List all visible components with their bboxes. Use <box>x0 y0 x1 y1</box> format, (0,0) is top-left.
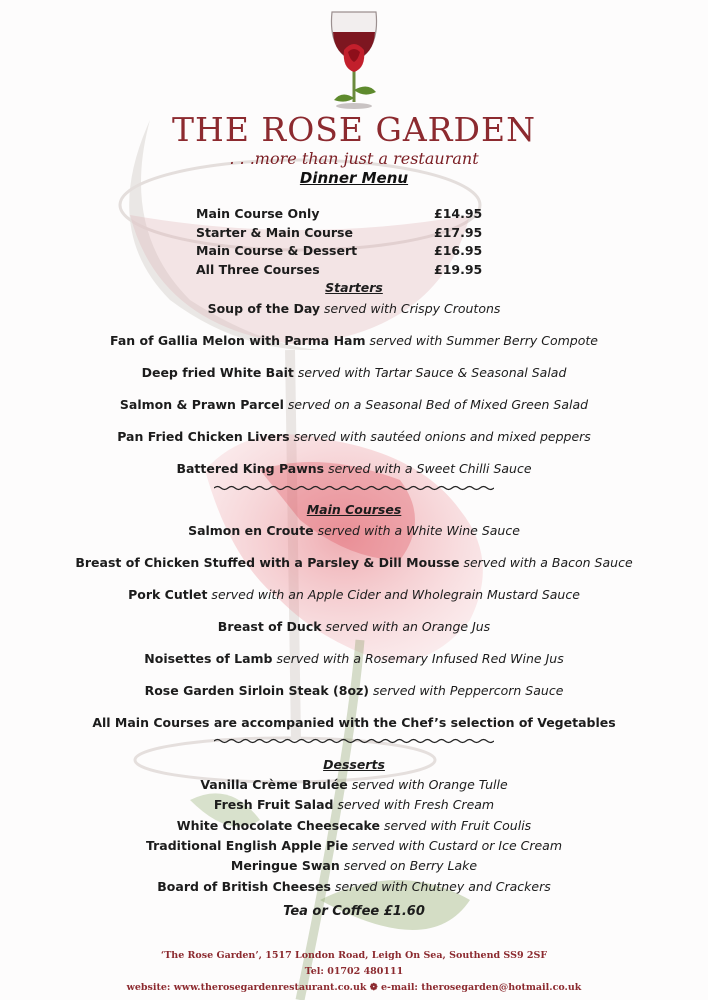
footer-web-email: website: www.therosegardenrestaurant.co.uk ❁ e-mail: therosegarden@hotmail.co.uk <box>126 982 582 993</box>
dish-description: served with sautéed onions and mixed peppers <box>289 429 591 444</box>
dish-description: served with Peppercorn Sauce <box>369 683 564 698</box>
starter-item <box>0 301 708 316</box>
divider <box>214 738 494 744</box>
dessert-item <box>0 879 708 894</box>
starter-item <box>0 397 708 412</box>
dish-name: Salmon en Croute <box>188 523 314 538</box>
price-label: Main Course Only <box>196 206 320 221</box>
price-row <box>196 242 486 261</box>
dish-name: Breast of Duck <box>217 619 322 634</box>
dish-name: Pork Cutlet <box>128 587 208 602</box>
main-item <box>0 587 708 602</box>
dish-description: served on Berry Lake <box>339 858 478 873</box>
wine-glass-rose-logo <box>324 10 384 116</box>
main-item <box>0 683 708 698</box>
dish-name: Noisettes of Lamb <box>144 651 273 666</box>
tagline: . . .more than just a restaurant <box>229 149 479 168</box>
dish-name: Fan of Gallia Melon with Parma Ham <box>110 333 366 348</box>
price-row <box>196 224 486 243</box>
starter-item <box>0 365 708 380</box>
price-label: Starter & Main Course <box>196 224 353 240</box>
starter-item <box>0 429 708 444</box>
dish-description: served with a Bacon Sauce <box>459 555 633 570</box>
divider <box>214 485 494 491</box>
main-item <box>0 555 708 570</box>
price-list <box>196 205 486 279</box>
dish-name: Board of British Cheeses <box>157 879 331 894</box>
dish-name: Salmon & Prawn Parcel <box>119 397 284 412</box>
dish-description: served with Summer Berry Compote <box>365 333 598 348</box>
mains-note-text: All Main Courses are accompanied with the Chef’s selection of Vegetables <box>92 715 616 730</box>
price-value: £19.95 <box>434 261 483 277</box>
dish-name: Soup of the Day <box>207 301 321 316</box>
dessert-item <box>0 858 708 873</box>
dish-description: served with Fresh Cream <box>333 797 495 812</box>
price-label: Main Course & Dessert <box>196 243 358 258</box>
dish-description: served with Chutney and Crackers <box>330 879 551 894</box>
dish-name: Breast of Chicken Stuffed with a Parsley & Dill Mousse <box>75 555 460 570</box>
price-value: £14.95 <box>434 206 483 221</box>
price-row <box>196 261 486 280</box>
dish-name: Rose Garden Sirloin Steak (8oz) <box>144 683 370 698</box>
footer-phone: Tel: 01702 480111 <box>304 966 404 977</box>
restaurant-name: THE ROSE GARDEN <box>172 110 536 149</box>
dish-description: served with a Sweet Chilli Sauce <box>324 461 532 476</box>
main-item <box>0 651 708 666</box>
dish-description: served with Custard or Ice Cream <box>348 838 562 853</box>
desserts-heading: Desserts <box>323 757 385 772</box>
dish-description: served with a White Wine Sauce <box>313 523 520 538</box>
dish-name: Deep fried White Bait <box>141 365 294 380</box>
dish-description: served on a Seasonal Bed of Mixed Green Salad <box>283 397 589 412</box>
dish-description: served with an Orange Jus <box>321 619 491 634</box>
starter-item <box>0 461 708 476</box>
price-value: £16.95 <box>434 243 483 258</box>
dish-description: served with Crispy Croutons <box>320 301 501 316</box>
mains-note <box>0 715 708 730</box>
dessert-item <box>0 777 708 792</box>
dish-name: Vanilla Crème Brulée <box>200 777 348 792</box>
price-row <box>196 205 486 224</box>
main-item <box>0 523 708 538</box>
dessert-item <box>0 838 708 853</box>
dish-name: Traditional English Apple Pie <box>145 838 349 853</box>
dish-name: Meringue Swan <box>230 858 340 873</box>
dish-description: served with a Rosemary Infused Red Wine Jus <box>272 651 564 666</box>
price-value: £17.95 <box>434 224 483 240</box>
starter-item <box>0 333 708 348</box>
dish-description: served with Tartar Sauce & Seasonal Salad <box>293 365 567 380</box>
dish-description: served with Fruit Coulis <box>380 818 532 833</box>
dish-name: Fresh Fruit Salad <box>213 797 334 812</box>
dish-description: served with an Apple Cider and Wholegrain Mustard Sauce <box>207 587 580 602</box>
price-label: All Three Courses <box>196 261 320 277</box>
dish-name: Battered King Pawns <box>176 461 325 476</box>
dish-description: served with Orange Tulle <box>347 777 508 792</box>
starters-heading: Starters <box>325 280 383 295</box>
dessert-item <box>0 797 708 812</box>
dish-name: White Chocolate Cheesecake <box>176 818 381 833</box>
dish-name: Pan Fried Chicken Livers <box>117 429 290 444</box>
footer-address: ‘The Rose Garden’, 1517 London Road, Leigh On Sea, Southend SS9 2SF <box>160 950 548 961</box>
tea-coffee-price: Tea or Coffee £1.60 <box>283 904 425 919</box>
mains-heading: Main Courses <box>306 502 402 517</box>
menu-title: Dinner Menu <box>299 169 409 187</box>
main-item <box>0 619 708 634</box>
dessert-item <box>0 818 708 833</box>
